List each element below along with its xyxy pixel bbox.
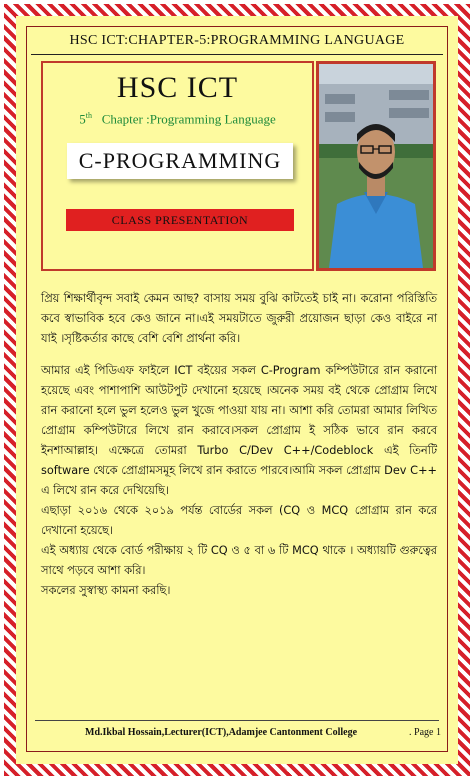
class-presentation-label: CLASS PRESENTATION xyxy=(111,212,249,227)
chapter-number: 5 xyxy=(79,111,86,127)
footer-author: Md.Ikbal Hossain,Lecturer(ICT),Adamjee Cantonment College xyxy=(85,727,358,738)
intro-paragraph: প্রিয় শিক্ষার্থীবৃন্দ সবাই কেমন আছ? বাসায় সময় বুঝি কাটতেই চাই না। করোনা পরিস্তিতি কবে স্বাভাবিক হবে কেও জানে না।এই সময়টাতে জুরুরী প্রয়োজন ছাড়া কেও বাইরে না যাই ।সৃষ্টিকর্তার কাছে বেশি বেশি প্রার্থনা করি। xyxy=(41,292,437,345)
footer-divider xyxy=(35,720,439,721)
chapter-subtitle xyxy=(43,111,312,127)
body-text xyxy=(41,289,437,601)
cover-main-title: HSC ICT xyxy=(116,71,239,104)
exam-info-paragraph: এই অধ্যায় থেকে বোর্ড পরীক্ষায় ২ টি CQ ও ৫ বা ৬ টি MCQ থাকে । অধ্যায়টি গুরুত্বের সাথে পড়বে আশা করি। xyxy=(41,544,437,577)
page-number: . Page 1 xyxy=(409,727,441,738)
subject-title: C-PROGRAMMING xyxy=(78,148,282,173)
chapter-name: Chapter :Programming Language xyxy=(101,111,276,127)
author-photo-illustration xyxy=(319,64,433,268)
page-header-title: HSC ICT:CHAPTER-5:PROGRAMMING LANGUAGE xyxy=(69,33,405,48)
closing-wish: সকলের সুস্বাস্থ্য কামনা করছি। xyxy=(41,584,171,597)
header-divider xyxy=(31,54,443,55)
chapter-ordinal: th xyxy=(85,111,92,120)
subject-title-box xyxy=(67,143,293,179)
page-footer xyxy=(33,727,441,738)
class-presentation-badge xyxy=(66,209,294,231)
author-photo xyxy=(316,61,436,271)
cover-banner xyxy=(41,61,314,271)
description-paragraph: আমার এই পিডিএফ ফাইলে ICT বইয়ের সকল C-Program কম্পিউটারে রান করানো হয়েছে এবং পাশাপাশি আউটপুট দেখানো হয়েছে ।অনেক সময় বই থেকে প্রোগ্রাম লিখে রান করানো হলে ভুল হলেও ভুল খুজে পাওয়া যায় না। আশা করি তোমরা আমার লিখিত প্রোগ্রাম কম্পিউটারে লিখে রান করাবে।সকল প্রোগ্রাম ই সঠিক ভাবে রান করবে ইনশাআল্লাহ। এক্ষেত্রে তোমরা Turbo C/Dev C++/Codeblock এই তিনটি software থেকে প্রোগ্রামসমূহ লিখে রান করাতে পারবে।আমি সকল প্রোগ্রাম Dev C++ এ লিখে রান করে দেখিয়েছি। xyxy=(41,364,437,497)
page-content-area xyxy=(26,26,448,752)
board-questions-paragraph: এছাড়া ২০১৬ থেকে ২০১৯ পর্যন্ত বোর্ডের সকল (CQ ও MCQ প্রোগ্রাম রান করে দেখানো হয়েছে। xyxy=(41,504,437,537)
